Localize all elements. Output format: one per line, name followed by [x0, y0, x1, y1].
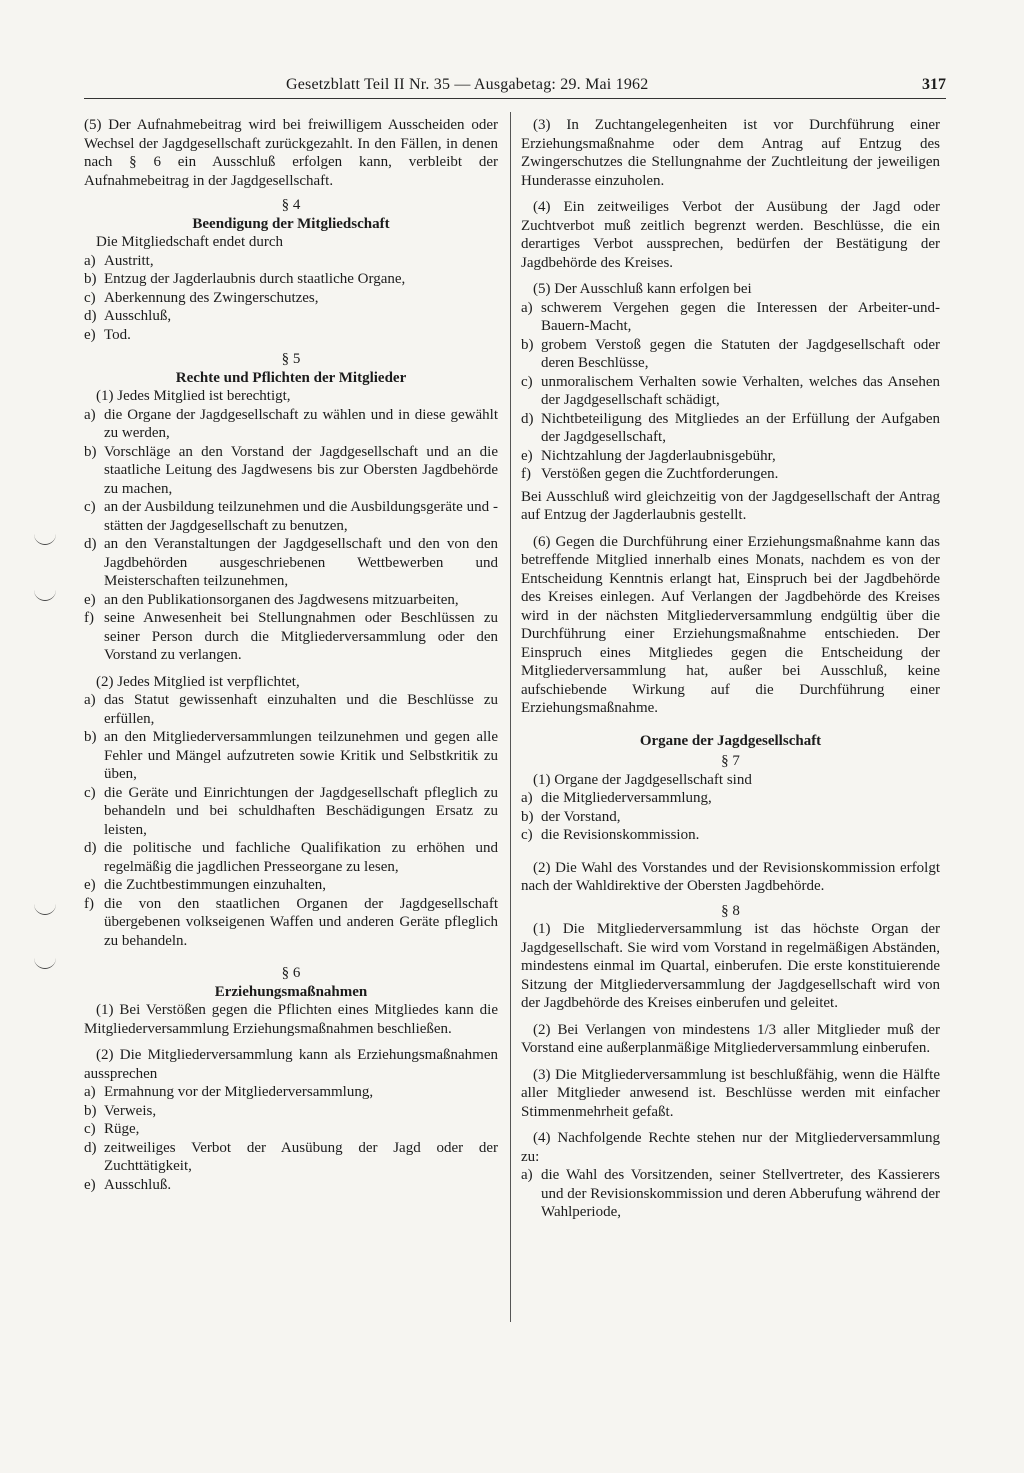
page-number: 317 — [922, 76, 946, 93]
list-item: d) Nichtbeteiligung des Mitgliedes an der Erfüllung der Aufgaben der Jagdgesellschaft, — [521, 410, 940, 445]
paragraph: (2) Bei Verlangen von mindestens 1/3 aller Mitglieder muß der Vorstand eine außerplanmäßige Mitgliederversammlung einberufen. — [521, 1021, 940, 1056]
paragraph: (3) In Zuchtangelegenheiten ist vor Durchführung einer Erziehungsmaßnahme oder dem Antrag auf Entzug des Zwingerschutzes die Stellungnahme der Zuchtleitung der jeweiligen Hunderasse einzuholen. — [521, 117, 940, 189]
list-item: f) Verstößen gegen die Zuchtforderungen. — [521, 466, 779, 482]
list-item: e) Tod. — [84, 326, 131, 343]
list-item: f) seine Anwesenheit bei Stellungnahmen oder Beschlüssen zu seiner Person durch die Mitgliederversammlung oder den Vorstand zu verlangen. — [84, 610, 498, 663]
list-item: c) an der Ausbildung teilzunehmen und die Ausbildungsgeräte und -stätten der Jagdgesellschaft zu benutzen, — [84, 499, 498, 534]
list — [84, 406, 498, 665]
list-item: c) Aberkennung des Zwingerschutzes, — [84, 289, 319, 306]
list-item: a) die Organe der Jagdgesellschaft zu wählen und in diese gewählt zu werden, — [84, 406, 498, 441]
list-item: d) Ausschluß, — [84, 308, 172, 324]
list-item: b) grobem Verstoß gegen die Statuten der Jagdgesellschaft oder deren Beschlüsse, — [521, 336, 940, 371]
list-item: c) die Geräte und Einrichtungen der Jagdgesellschaft pfleglich zu behandeln und bei schuldhaften Beschädigungen Ersatz zu leisten, — [84, 784, 498, 838]
section-number: § 7 — [721, 753, 740, 769]
page-header — [84, 76, 946, 99]
list-item: f) die von den staatlichen Organen der Jagdgesellschaft übergebenen volkseigenen Waffen und anderen Geräte pfleglich zu behandeln. — [84, 895, 498, 949]
paragraph: (2) Die Mitgliederversammlung kann als Erziehungsmaßnahmen aussprechen — [84, 1047, 498, 1082]
part-title: Organe der Jagdgesellschaft — [639, 732, 822, 749]
left-column — [84, 116, 498, 1194]
list-item: a) das Statut gewissenhaft einzuhalten und die Beschlüsse zu erfüllen, — [84, 692, 498, 727]
list-item: e) Nichtzahlung der Jagderlaubnisgebühr, — [521, 447, 776, 464]
header-title: Gesetzblatt Teil II Nr. 35 — Ausgabetag: 29. Mai 1962 — [286, 76, 649, 93]
list-item: b) an den Mitgliederversammlungen teilzunehmen und gegen alle Fehler und Mängel aufzutreten sowie Kritik und Selbstkritik zu üben, — [84, 729, 498, 782]
list-item: d) an den Veranstaltungen der Jagdgesellschaft und den von den Jagdbehörden ausgeschriebenen Wettbewerben und Meisterschaften teilzunehmen, — [84, 536, 498, 589]
paragraph: (5) Der Ausschluß kann erfolgen bei — [533, 281, 752, 297]
list-item: b) Verweis, — [84, 1102, 157, 1119]
section-title: Rechte und Pflichten der Mitglieder — [175, 369, 407, 386]
list-item: c) unmoralischem Verhalten sowie Verhalten, welches das Ansehen der Jagdgesellschaft schädigt, — [521, 373, 940, 408]
margin-check-mark — [34, 534, 56, 545]
list-item: a) die Mitgliederversammlung, — [521, 790, 712, 806]
list — [84, 252, 498, 345]
section-title: Erziehungsmaßnahmen — [214, 983, 368, 1000]
list-item: e) an den Publikationsorganen des Jagdwesens mitzuarbeiten, — [84, 591, 459, 608]
list-item: b) Entzug der Jagderlaubnis durch staatliche Organe, — [84, 271, 406, 287]
column-divider — [510, 112, 511, 1322]
paragraph: (1) Bei Verstößen gegen die Pflichten eines Mitgliedes kann die Mitgliederversammlung Erziehungsmaßnahmen beschließen. — [84, 1002, 498, 1037]
section-number: § 4 — [281, 197, 301, 213]
list-item: d) zeitweiliges Verbot der Ausübung der Jagd oder der Zuchttätigkeit, — [84, 1139, 498, 1174]
section-number: § 8 — [721, 902, 740, 919]
paragraph: (2) Die Wahl des Vorstandes und der Revisionskommission erfolgt nach der Wahldirektive der Obersten Jagdbehörde. — [521, 859, 940, 894]
paragraph: (5) Der Aufnahmebeitrag wird bei freiwilligem Ausscheiden oder Wechsel der Jagdgesellschaft zurückgezahlt. In den Fällen, in denen nach § 6 ein Ausschluß erfolgen kann, verbleibt der Aufnahmebeitrag in der Jagdgesellschaft. — [84, 117, 498, 189]
paragraph: (4) Ein zeitweiliges Verbot der Ausübung der Jagd oder Zuchtverbot muß zeitlich begrenzt werden. Beschlüsse, die ein derartiges Verbot aussprechen, bedürfen der Bestätigung der Jagdbehörde des Kreises. — [521, 199, 940, 271]
list-item: b) der Vorstand, — [521, 808, 621, 825]
list-item: d) die politische und fachliche Qualifikation zu erhöhen und regelmäßig die jagdlichen Presseorgane zu lesen, — [84, 840, 498, 875]
paragraph: Bei Ausschluß wird gleichzeitig von der Jagdgesellschaft der Antrag auf Entzug der Jagderlaubnis gestellt. — [521, 488, 940, 523]
paragraph: Die Mitgliedschaft endet durch — [96, 234, 284, 250]
list — [84, 1083, 498, 1194]
right-column — [521, 116, 940, 1222]
section-title: Beendigung der Mitgliedschaft — [192, 215, 390, 232]
list-item: a) die Wahl des Vorsitzenden, seiner Stellvertreter, des Kassierers und der Revisionskommission und deren Abberufung während der Wahlperiode, — [521, 1167, 940, 1220]
list-item: c) Rüge, — [84, 1121, 140, 1137]
margin-check-mark — [34, 904, 56, 915]
paragraph: (2) Jedes Mitglied ist verpflichtet, — [96, 673, 300, 690]
list-item: e) Ausschluß. — [84, 1176, 172, 1193]
list — [521, 1166, 940, 1222]
list — [521, 789, 940, 845]
paragraph: (3) Die Mitgliederversammlung ist beschlußfähig, wenn die Hälfte aller Mitglieder anwesend ist. Beschlüsse werden mit einfacher Stimmenmehrheit gefaßt. — [521, 1066, 940, 1120]
list — [84, 691, 498, 950]
paragraph: (4) Nachfolgende Rechte stehen nur der Mitgliederversammlung zu: — [521, 1130, 940, 1165]
section-number: § 6 — [281, 965, 301, 981]
margin-check-mark — [34, 590, 56, 601]
section-number: § 5 — [281, 351, 301, 367]
list-item: c) die Revisionskommission. — [521, 827, 700, 843]
paragraph: (1) Organe der Jagdgesellschaft sind — [533, 771, 752, 788]
list — [521, 299, 940, 484]
paragraph: (6) Gegen die Durchführung einer Erziehungsmaßnahme kann das betreffende Mitglied innerhalb eines Monats, nachdem es von der Entscheidung Kenntnis erlangt hat, Einspruch bei der Jagdbehörde des Kreises einlegen. Auf Verlangen der Jagdbehörde des Kreises wird in der nächsten Mitgliederversammlung endgültig über die Durchführung einer Erziehungsmaßnahme entschieden. Der Einspruch eines Mitgliedes gegen die Entscheidung der Mitgliederversammlung hat, außer bei Ausschluß, keine aufschiebende Wirkung auf die Durchführung einer Erziehungsmaßnahme. — [521, 533, 940, 716]
paragraph: (1) Jedes Mitglied ist berechtigt, — [96, 388, 291, 404]
margin-check-mark — [34, 958, 56, 969]
list-item: a) schwerem Vergehen gegen die Interessen der Arbeiter-und-Bauern-Macht, — [521, 299, 940, 334]
list-item: e) die Zuchtbestimmungen einzuhalten, — [84, 877, 327, 893]
list-item: a) Ermahnung vor der Mitgliederversammlung, — [84, 1084, 374, 1100]
paragraph: (1) Die Mitgliederversammlung ist das höchste Organ der Jagdgesellschaft. Sie wird vom Vorstand in regelmäßigen Abständen, mindestens einmal im Quartal, einberufen. Die erste konstituierende Sitzung der Mitgliederversammlung der Jagdgesellschaft wird von der Jagdbehörde des Kreises einberufen und geleitet. — [521, 921, 940, 1011]
list-item: a) Austritt, — [84, 252, 154, 269]
list-item: b) Vorschläge an den Vorstand der Jagdgesellschaft und an die staatliche Leitung des Jagdwesens bis zur Obersten Jagdbehörde zu machen, — [84, 443, 498, 497]
